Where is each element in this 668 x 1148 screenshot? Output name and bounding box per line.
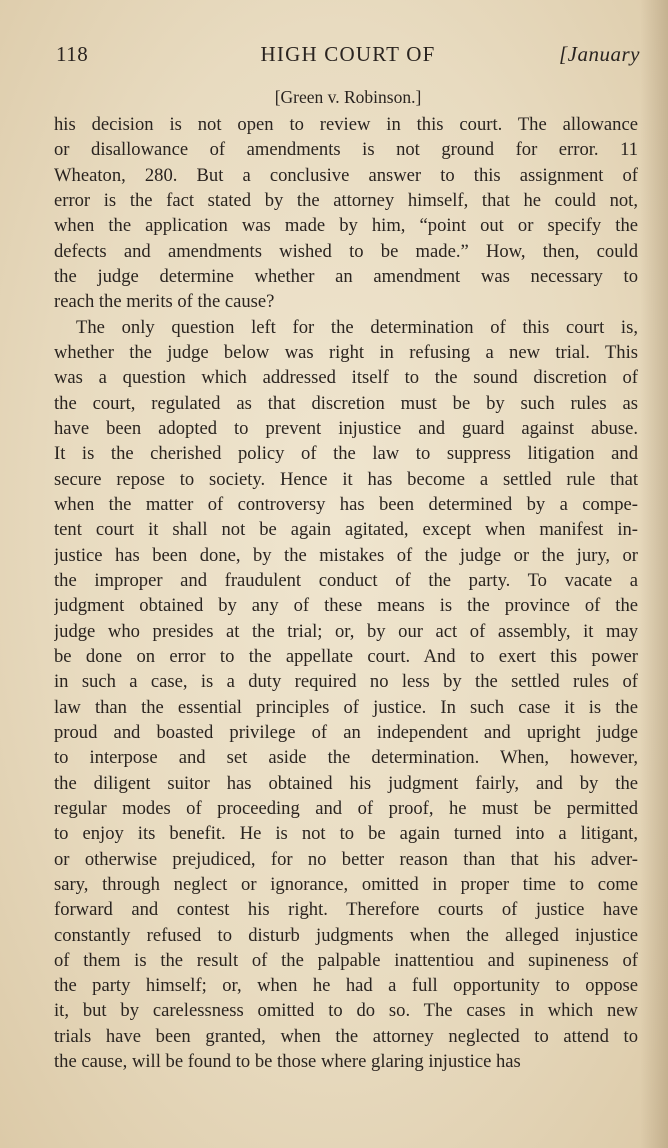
text-line: Wheaton, 280. But a conclusive answer to this assignment of [54, 164, 638, 186]
text-line: the cause, will be found to be those where glaring injustice has [54, 1051, 521, 1073]
running-header [56, 42, 640, 72]
text-line: secure repose to society. Hence it has become a settled rule that [54, 468, 638, 490]
running-month: [January [559, 42, 640, 66]
text-line: whether the judge below was right in refusing a new trial. This [54, 341, 638, 363]
text-line: defects and amendments wished to be made.” How, then, could [54, 240, 638, 262]
text-line: constantly refused to disturb judgments when the alleged injustice [54, 924, 638, 946]
text-line: the improper and fraudulent conduct of the party. To vacate a [54, 569, 638, 591]
text-line: justice has been done, by the mistakes of the judge or the jury, or [54, 544, 638, 566]
text-line: be done on error to the appellate court. And to exert this power [54, 645, 638, 667]
text-line: The only question left for the determination of this court is, [76, 316, 638, 338]
text-line: or otherwise prejudiced, for no better reason than that his adver- [54, 848, 638, 870]
text-line: tent court it shall not be again agitated, except when manifest in- [54, 519, 638, 541]
text-line: when the application was made by him, “point out or specify the [54, 215, 638, 237]
text-line: the judge determine whether an amendment was necessary to [54, 265, 638, 287]
text-line: the party himself; or, when he had a full opportunity to oppose [54, 975, 638, 997]
body-text [54, 112, 638, 1074]
text-line: forward and contest his right. Therefore courts of justice have [54, 899, 638, 921]
text-line: judge who presides at the trial; or, by our act of assembly, it may [54, 620, 638, 642]
text-line: reach the merits of the cause? [54, 291, 275, 313]
text-line: judgment obtained by any of these means is the province of the [54, 595, 638, 617]
text-line: or disallowance of amendments is not ground for error. 11 [54, 139, 638, 161]
text-line: when the matter of controversy has been determined by a compe- [54, 493, 638, 515]
page-edge-shadow [640, 0, 668, 1148]
text-line: to interpose and set aside the determination. When, however, [54, 747, 638, 769]
text-line: trials have been granted, when the attorney neglected to attend to [54, 1025, 638, 1047]
text-line: the diligent suitor has obtained his judgment fairly, and by the [54, 772, 638, 794]
text-line: the court, regulated as that discretion must be by such rules as [54, 392, 638, 414]
text-line: It is the cherished policy of the law to suppress litigation and [54, 443, 638, 465]
text-line: was a question which addressed itself to the sound discretion of [54, 367, 638, 389]
text-line: of them is the result of the palpable inattentiou and supineness of [54, 949, 638, 971]
text-line: have been adopted to prevent injustice and guard against abuse. [54, 417, 638, 439]
text-line: law than the essential principles of justice. In such case it is the [54, 696, 638, 718]
text-line: sary, through neglect or ignorance, omitted in proper time to come [54, 873, 638, 895]
text-line: regular modes of proceeding and of proof, he must be permitted [54, 797, 638, 819]
text-line: in such a case, is a duty required no less by the settled rules of [54, 671, 638, 693]
page-number: 118 [56, 42, 89, 66]
running-title: HIGH COURT OF [260, 42, 436, 66]
case-caption: [Green v. Robinson.] [274, 87, 422, 107]
text-line: it, but by carelessness omitted to do so. The cases in which new [54, 1000, 638, 1022]
text-line: his decision is not open to review in this court. The allowance [54, 114, 638, 135]
text-line: proud and boasted privilege of an independent and upright judge [54, 721, 638, 743]
text-line: error is the fact stated by the attorney himself, that he could not, [54, 189, 638, 211]
text-line: to enjoy its benefit. He is not to be again turned into a litigant, [54, 823, 638, 845]
